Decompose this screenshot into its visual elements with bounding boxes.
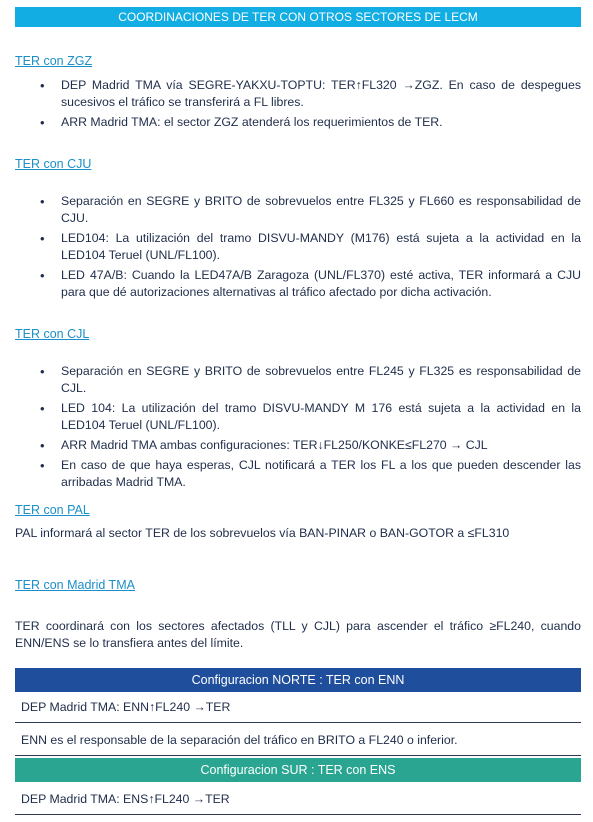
config-sur-header: Configuracion SUR : TER con ENS [15, 758, 581, 782]
list-item: • ARR Madrid TMA: el sector ZGZ atenderá los requerimientos de TER. [15, 114, 581, 131]
config-norte-row: DEP Madrid TMA: ENN↑FL240 →TER [15, 692, 581, 723]
list-item: • LED104: La utilización del tramo DISVU-MANDY (M176) está sujeta a la actividad en la LED104 Teruel (UNL/FL100). [15, 230, 581, 264]
config-sur-row: DEP Madrid TMA: ENS↑FL240 →TER [15, 784, 581, 815]
cju-list [15, 193, 581, 304]
section-heading-cjl: TER con CJL [15, 327, 90, 341]
list-item: • Separación en SEGRE y BRITO de sobrevuelos entre FL245 y FL325 es responsabilidad de CJL. [15, 363, 581, 397]
page-banner: COORDINACIONES DE TER CON OTROS SECTORES DE LECM [15, 7, 581, 27]
madrid-tma-paragraph: TER coordinará con los sectores afectados (TLL y CJL) para ascender el tráfico ≥FL240, cuando ENN/ENS se lo transfiera antes del límite. [15, 619, 581, 650]
section-heading-madrid-tma: TER con Madrid TMA [15, 578, 135, 592]
list-item: • LED 47A/B: Cuando la LED47A/B Zaragoza (UNL/FL370) esté activa, TER informará a CJU para que dé autorizaciones alternativas al tráfico afectado por dicha activación. [15, 267, 581, 301]
config-norte-header: Configuracion NORTE : TER con ENN [15, 668, 581, 692]
cjl-list [15, 363, 581, 494]
section-heading-pal: TER con PAL [15, 503, 90, 517]
section-heading-zgz: TER con ZGZ [15, 54, 93, 68]
config-norte-row: ENN es el responsable de la separación del tráfico en BRITO a FL240 o inferior. [15, 725, 581, 756]
section-heading-cju: TER con CJU [15, 157, 92, 171]
zgz-list [15, 77, 581, 134]
list-item: • DEP Madrid TMA vía SEGRE-YAKXU-TOPTU: TER↑FL320 →ZGZ. En caso de despegues sucesivos el tráfico se transferirá a FL libres. [15, 77, 581, 111]
list-item: • LED 104: La utilización del tramo DISVU-MANDY M 176 está sujeta a la actividad en la LED104 Teruel (UNL/FL100). [15, 400, 581, 434]
list-item: • ARR Madrid TMA ambas configuraciones: TER↓FL250/KONKE≤FL270 → CJL [15, 437, 581, 454]
list-item: • Separación en SEGRE y BRITO de sobrevuelos entre FL325 y FL660 es responsabilidad de CJU. [15, 193, 581, 227]
list-item: • En caso de que haya esperas, CJL notificará a TER los FL a los que pueden descender las arribadas Madrid TMA. [15, 457, 581, 491]
pal-paragraph: PAL informará al sector TER de los sobrevuelos vía BAN-PINAR o BAN-GOTOR a ≤FL310 [15, 526, 510, 540]
